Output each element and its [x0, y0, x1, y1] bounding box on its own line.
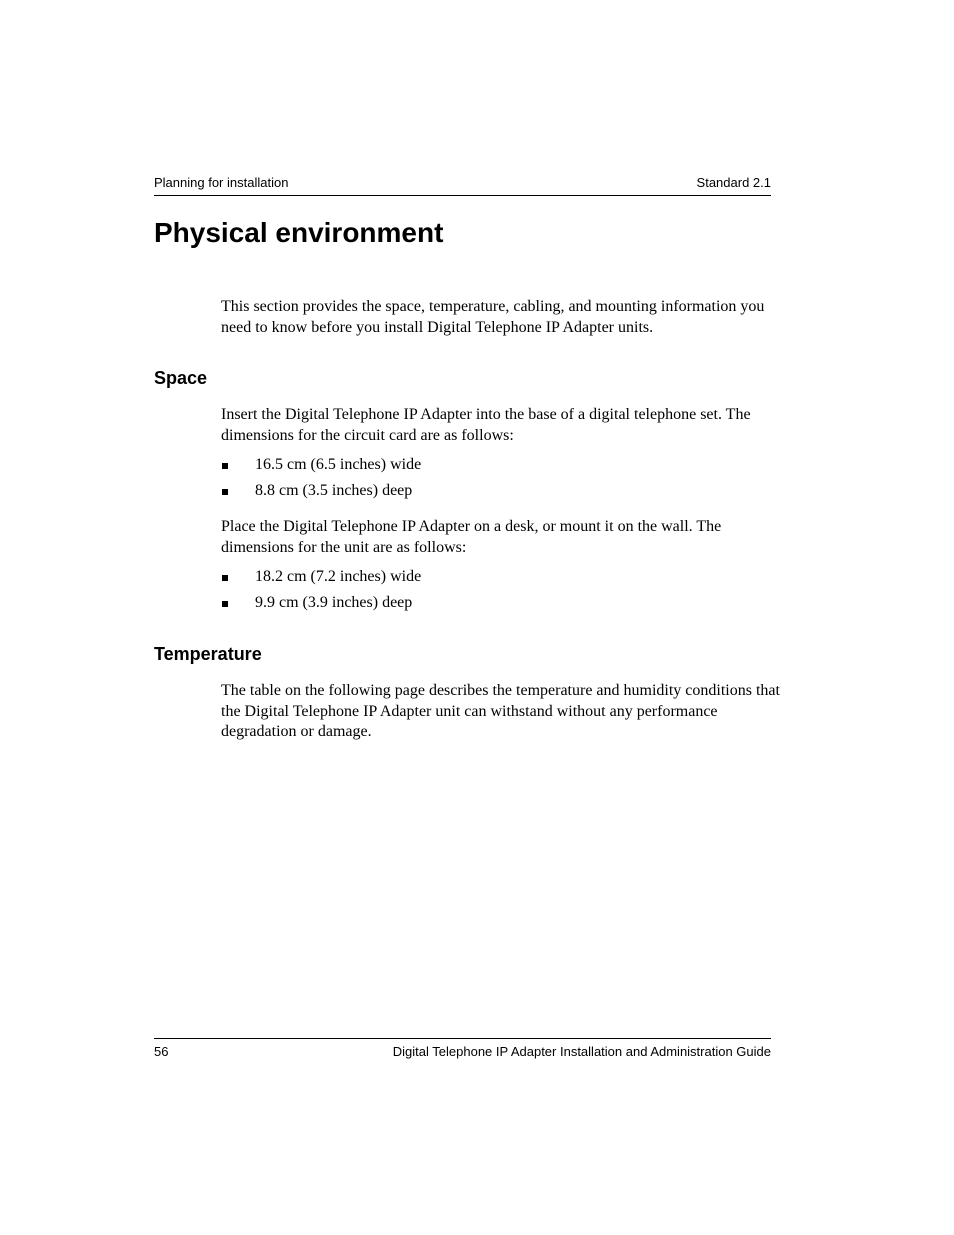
running-header: [154, 175, 771, 196]
running-footer: [154, 1038, 771, 1061]
bullet-square-icon: [222, 463, 228, 469]
space-heading: Space: [154, 368, 208, 388]
space-paragraph-unit: Place the Digital Telephone IP Adapter on a desk, or mount it on the wall. The dimensions for the unit are as follows:: [221, 518, 722, 556]
space-paragraph-circuit-card: Insert the Digital Telephone IP Adapter into the base of a digital telephone set. The dimensions for the circuit card are as follows:: [221, 406, 751, 444]
list-item-text: 8.8 cm (3.5 inches) deep: [255, 482, 413, 499]
temperature-paragraph: The table on the following page describes the temperature and humidity conditions that the Digital Telephone IP Adapter unit can withstand without any performance degradation or damage.: [221, 682, 780, 740]
page-title: Physical environment: [154, 217, 444, 248]
bullet-square-icon: [222, 601, 228, 607]
bullet-square-icon: [222, 575, 228, 581]
page-number: 56: [154, 1044, 169, 1059]
header-section-label: Planning for installation: [154, 175, 289, 190]
header-version-label: Standard 2.1: [696, 175, 771, 190]
temperature-heading: Temperature: [154, 644, 262, 664]
footer-guide-title: Digital Telephone IP Adapter Installation and Administration Guide: [392, 1044, 771, 1059]
list-item-text: 18.2 cm (7.2 inches) wide: [255, 568, 422, 585]
bullet-square-icon: [222, 489, 228, 495]
list-item-text: 16.5 cm (6.5 inches) wide: [255, 456, 422, 473]
intro-paragraph: This section provides the space, temperature, cabling, and mounting information you need to know before you install Digital Telephone IP Adapter units.: [221, 298, 765, 336]
list-item-text: 9.9 cm (3.9 inches) deep: [255, 594, 413, 611]
